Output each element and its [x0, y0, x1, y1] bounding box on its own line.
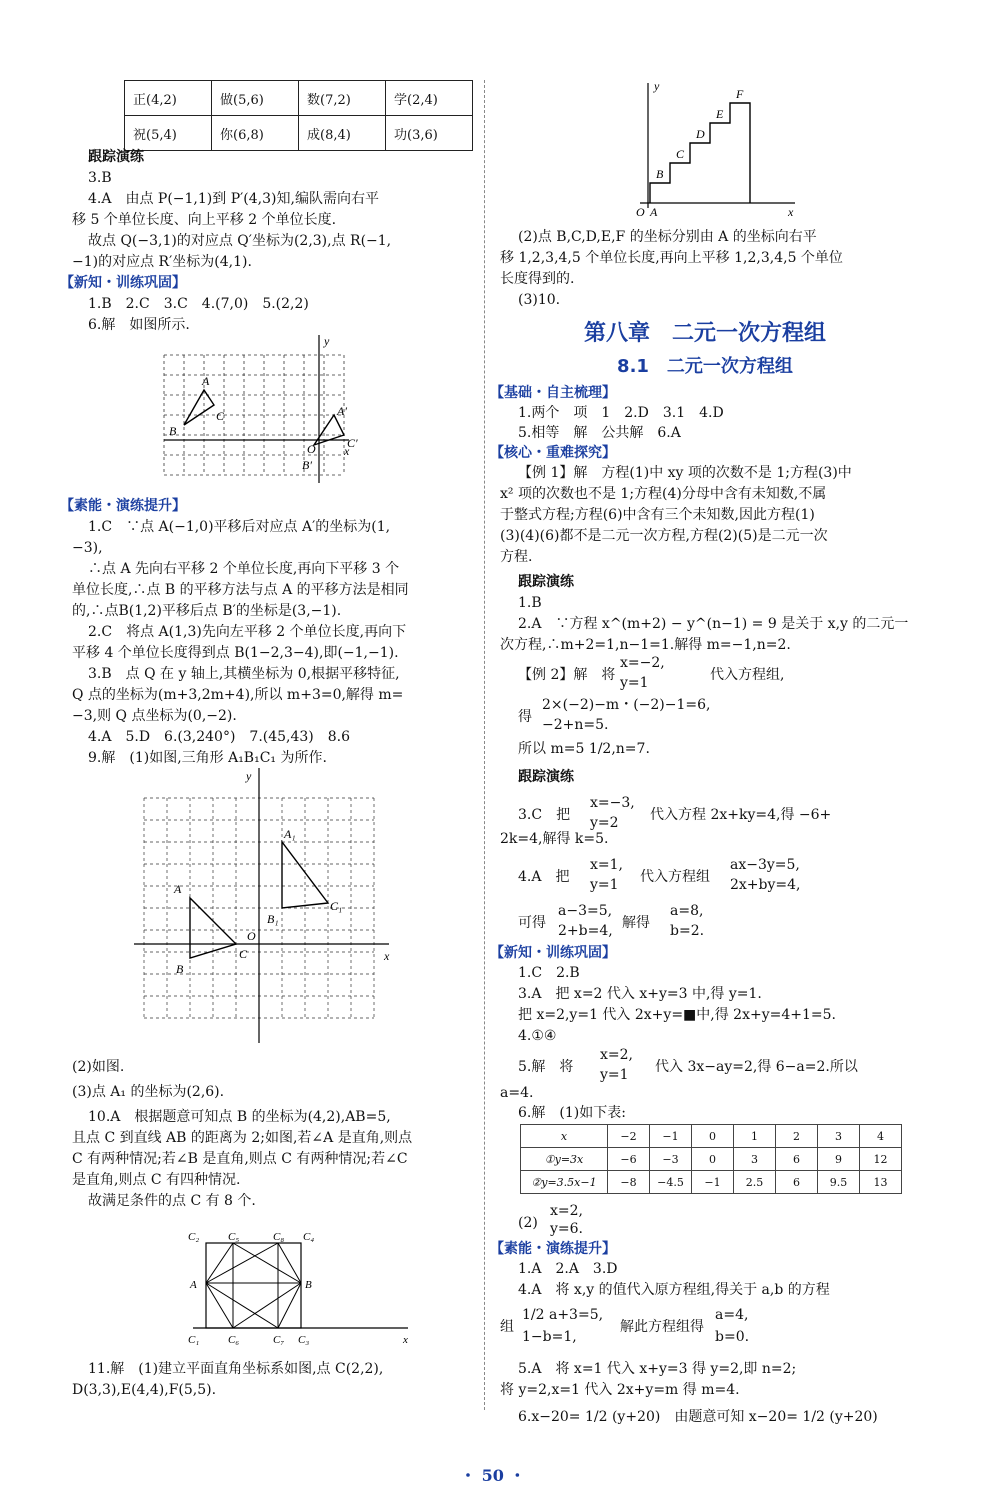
text-line: 把 x=2,y=1 代入 2x+y=■中,得 2x+y=4+1=5. [518, 1007, 836, 1023]
text-line: 可得 [518, 915, 546, 931]
text-line: 11.解 (1)建立平面直角坐标系如图,点 C(2,2), [88, 1361, 384, 1377]
table-cell: 你(6,8) [212, 116, 299, 151]
label-B: B [656, 167, 664, 181]
brace-line: y=1 [620, 675, 649, 691]
coordinate-char-table [124, 80, 473, 151]
brace-line: y=6. [550, 1221, 583, 1237]
brace-line: x=1, [590, 857, 623, 873]
label-O: O [636, 205, 645, 219]
text-line: ∴点 A 先向右平移 2 个单位长度,再向下平移 3 个 [88, 561, 400, 577]
table-cell: −4.5 [650, 1171, 692, 1194]
table-cell: −6 [608, 1148, 650, 1171]
label-B-prime: B′ [302, 458, 312, 472]
brace-line: a=8, [670, 903, 704, 919]
section-heading: 【素能・演练提升】 [60, 498, 186, 514]
table-cell: 正(4,2) [125, 81, 212, 116]
label-B: B [169, 424, 177, 438]
text-line: 单位长度,∴点 B 的平移方法与点 A 的平移方法是相同 [72, 582, 409, 598]
text-line: 跟踪演练 [88, 149, 144, 165]
table-cell: −1 [650, 1125, 692, 1148]
label-C1: C₁ [330, 899, 343, 913]
brace-line: ax−3y=5, [730, 857, 800, 873]
label-C3: C₃ [298, 1334, 310, 1346]
value-table [520, 1124, 902, 1194]
label-O: O [247, 929, 256, 943]
label-B: B [305, 1279, 312, 1291]
text-line: −3,则 Q 点坐标为(0,−2). [72, 708, 237, 724]
label-A: A [190, 1279, 197, 1291]
text-line: 4.A 把 [518, 869, 570, 885]
text-line: 方程. [500, 549, 533, 565]
brace-line: a=4, [715, 1307, 749, 1323]
text-line: 【例 2】解 将 [518, 667, 616, 683]
text-line: 3.C 把 [518, 807, 571, 823]
table-cell: ②y=3.5x−1 [521, 1171, 608, 1194]
label-x: x [788, 205, 794, 219]
text-line: (3)点 A₁ 的坐标为(2,6). [72, 1084, 225, 1100]
text-line: 6.解 如图所示. [88, 317, 190, 333]
label-O: O [307, 442, 316, 456]
section-heading: 【新知・训练巩固】 [60, 275, 186, 291]
label-C: C [216, 409, 225, 423]
text-line: 6.x−20= 1/2 (y+20) 由题意可知 x−20= 1/2 (y+20) [518, 1409, 878, 1425]
text-line: 4.①④ [518, 1028, 557, 1044]
text-line: 解得 [622, 915, 650, 931]
text-line: 故满足条件的点 C 有 8 个. [88, 1193, 256, 1209]
text-line: (2)如图. [72, 1059, 125, 1075]
text-line: 4.A 将 x,y 的值代入原方程组,得关于 a,b 的方程 [518, 1282, 830, 1298]
text-line: 次方程,∴m+2=1,n−1=1.解得 m=−1,n=2. [500, 637, 791, 653]
label-A: A [202, 374, 210, 388]
chapter-title: 第八章 二元一次方程组 [583, 321, 826, 346]
table-cell: 2 [776, 1125, 818, 1148]
table-cell: −1 [692, 1171, 734, 1194]
text-line: 且点 C 到直线 AB 的距离为 2;如图,若∠A 是直角,则点 [72, 1130, 413, 1146]
label-x: x [344, 444, 350, 458]
text-line: 6.解 (1)如下表: [518, 1105, 626, 1121]
brace-line: b=2. [670, 923, 705, 939]
brace-line: −2+n=5. [542, 717, 609, 733]
table-cell: 0 [692, 1125, 734, 1148]
brace-line: b=0. [715, 1329, 750, 1345]
table-cell: 12 [860, 1148, 902, 1171]
brace-line: 2x+by=4, [730, 877, 801, 893]
brace-line: x=−3, [590, 795, 635, 811]
column-divider [484, 80, 485, 1410]
text-line: 的,∴点B(1,2)平移后点 B′的坐标是(3,−1). [72, 603, 342, 619]
brace-line: y=1 [590, 877, 619, 893]
table-cell: 功(3,6) [386, 116, 473, 151]
label-A1: A₁ [284, 827, 296, 841]
label-A: A [174, 882, 182, 896]
text-line: 1.C 2.B [518, 965, 580, 981]
label-C1: C₁ [188, 1334, 200, 1346]
text-line: 1.B 2.C 3.C 4.(7,0) 5.(2,2) [88, 296, 309, 312]
text-line: 3.B 点 Q 在 y 轴上,其横坐标为 0,根据平移特征, [88, 666, 400, 682]
page-number: ・ 50 ・ [460, 1466, 526, 1485]
label-D: D [696, 127, 705, 141]
brace-line: 2+b=4, [558, 923, 613, 939]
text-line: 4.A 5.D 6.(3,240°) 7.(45,43) 8.6 [88, 729, 351, 745]
text-line: 于整式方程;方程(6)中含有三个未知数,因此方程(1) [500, 507, 815, 523]
text-line: 1.B [518, 595, 542, 611]
label-C: C [676, 147, 685, 161]
figure-stairs [630, 78, 800, 223]
brace-line: 1/2 a+3=5, [522, 1307, 604, 1323]
text-line: (2) [518, 1215, 538, 1231]
text-line: 长度得到的. [500, 271, 575, 287]
label-C: C [239, 947, 248, 961]
text-line: a=4. [500, 1085, 534, 1101]
section-heading: 【素能・演练提升】 [490, 1241, 616, 1257]
text-line: 是直角,则点 C 有四种情况. [72, 1172, 241, 1188]
text-line: 所以 m=5 1/2,n=7. [518, 741, 650, 757]
text-line: 得 [518, 709, 532, 725]
figure-triangle-grid [134, 768, 434, 1048]
table-cell: 1 [734, 1125, 776, 1148]
table-cell: 0 [692, 1148, 734, 1171]
text-line: Q 点的坐标为(m+3,2m+4),所以 m+3=0,解得 m= [72, 687, 404, 703]
label-y: y [324, 334, 330, 348]
text-line: 5.解 将 [518, 1059, 574, 1075]
label-C2: C₂ [188, 1231, 200, 1243]
text-line: 【例 1】解 方程(1)中 xy 项的次数不是 1;方程(3)中 [518, 465, 852, 481]
brace-line: y=2 [590, 815, 619, 831]
text-line: 组 [500, 1319, 514, 1335]
text-line: 跟踪演练 [518, 574, 574, 590]
table-cell: 数(7,2) [299, 81, 386, 116]
label-B: B [176, 962, 184, 976]
label-x: x [384, 949, 390, 963]
text-line: 1.C ∵点 A(−1,0)平移后对应点 A′的坐标为(1, [88, 519, 391, 535]
brace-line: x=2, [600, 1047, 633, 1063]
text-line: 9.解 (1)如图,三角形 A₁B₁C₁ 为所作. [88, 750, 327, 766]
table-cell: 9.5 [818, 1171, 860, 1194]
text-line: 10.A 根据题意可知点 B 的坐标为(4,2),AB=5, [88, 1109, 391, 1125]
table-cell: −2 [608, 1125, 650, 1148]
text-line: −3), [72, 540, 103, 556]
label-C6: C₆ [228, 1334, 240, 1346]
text-line: 跟踪演练 [518, 769, 574, 785]
brace-line: 2×(−2)−m・(−2)−1=6, [542, 697, 711, 713]
table-cell: 学(2,4) [386, 81, 473, 116]
section-title: 8.1 二元一次方程组 [617, 356, 793, 377]
brace-line: 1−b=1, [522, 1329, 577, 1345]
figure-triangle-translation [164, 334, 358, 485]
table-cell: x [521, 1125, 608, 1148]
text-line: 代入 3x−ay=2,得 6−a=2.所以 [655, 1059, 858, 1075]
label-C7: C₇ [273, 1334, 285, 1346]
label-y: y [654, 79, 660, 93]
brace-line: x=−2, [620, 655, 665, 671]
text-line: 2.A ∵方程 x^(m+2) − y^(n−1) = 9 是关于 x,y 的二元一 [518, 616, 909, 632]
text-line: 3.B [88, 170, 112, 186]
text-line: 解此方程组得 [620, 1319, 704, 1335]
table-cell: 3 [818, 1125, 860, 1148]
text-line: 4.A 由点 P(−1,1)到 P′(4,3)知,编队需向右平 [88, 191, 379, 207]
text-line: −1)的对应点 R′坐标为(4,1). [72, 254, 252, 270]
table-cell: 4 [860, 1125, 902, 1148]
text-line: 代入方程组 [640, 869, 710, 885]
table-cell: 做(5,6) [212, 81, 299, 116]
table-cell: 2.5 [734, 1171, 776, 1194]
text-line: 移 5 个单位长度、向上平移 2 个单位长度. [72, 212, 337, 228]
text-line: 2k=4,解得 k=5. [500, 831, 609, 847]
label-C8: C₈ [273, 1231, 285, 1243]
label-C-prime: C′ [347, 436, 358, 450]
text-line: 5.相等 解 公共解 6.A [518, 425, 681, 441]
text-line: 移 1,2,3,4,5 个单位长度,再向上平移 1,2,3,4,5 个单位 [500, 250, 843, 266]
section-heading: 【核心・重难探究】 [490, 445, 616, 461]
text-line: 故点 Q(−3,1)的对应点 Q′坐标为(2,3),点 R(−1, [88, 233, 392, 249]
label-x: x [403, 1334, 408, 1346]
table-cell: 9 [818, 1148, 860, 1171]
text-line: x² 项的次数也不是 1;方程(4)分母中含有未知数,不属 [500, 486, 827, 502]
brace-line: y=1 [600, 1067, 629, 1083]
table-cell: 6 [776, 1148, 818, 1171]
text-line: (2)点 B,C,D,E,F 的坐标分别由 A 的坐标向右平 [518, 229, 817, 245]
label-F: F [736, 87, 744, 101]
text-line: 5.A 将 x=1 代入 x+y=3 得 y=2,即 n=2; [518, 1361, 797, 1377]
text-line: 将 y=2,x=1 代入 2x+y=m 得 m=4. [500, 1382, 740, 1398]
table-cell: −3 [650, 1148, 692, 1171]
text-line: 代入方程组, [710, 667, 785, 683]
table-cell: 6 [776, 1171, 818, 1194]
table-cell: −8 [608, 1171, 650, 1194]
table-cell: 祝(5,4) [125, 116, 212, 151]
label-E: E [716, 107, 724, 121]
text-line: (3)(4)(6)都不是二元一次方程,方程(2)(5)是二元一次 [500, 528, 828, 544]
table-cell: 成(8,4) [299, 116, 386, 151]
text-line: 平移 4 个单位长度得到点 B(1−2,3−4),即(−1,−1). [72, 645, 399, 661]
table-cell: ①y=3x [521, 1148, 608, 1171]
text-line: (3)10. [518, 292, 561, 308]
figure-rectangle-c-points [178, 1218, 418, 1353]
label-A-prime: A′ [337, 404, 347, 418]
text-line: 代入方程 2x+ky=4,得 −6+ [650, 807, 832, 823]
label-y: y [246, 769, 252, 783]
text-line: C 有两种情况;若∠B 是直角,则点 C 有两种情况;若∠C [72, 1151, 408, 1167]
label-A: A [650, 205, 658, 219]
text-line: 1.A 2.A 3.D [518, 1261, 618, 1277]
text-line: 1.两个 项 1 2.D 3.1 4.D [518, 405, 724, 421]
label-B1: B₁ [267, 912, 279, 926]
brace-line: a−3=5, [558, 903, 613, 919]
table-cell: 3 [734, 1148, 776, 1171]
section-heading: 【新知・训练巩固】 [490, 945, 616, 961]
label-C5: C₅ [228, 1231, 240, 1243]
text-line: D(3,3),E(4,4),F(5,5). [72, 1382, 217, 1398]
label-C4: C₄ [303, 1231, 315, 1243]
table-cell: 13 [860, 1171, 902, 1194]
page-number-value: 50 [481, 1466, 504, 1485]
text-line: 3.A 把 x=2 代入 x+y=3 中,得 y=1. [518, 986, 762, 1002]
text-line: 2.C 将点 A(1,3)先向左平移 2 个单位长度,再向下 [88, 624, 407, 640]
section-heading: 【基础・自主梳理】 [490, 385, 616, 401]
brace-line: x=2, [550, 1203, 583, 1219]
